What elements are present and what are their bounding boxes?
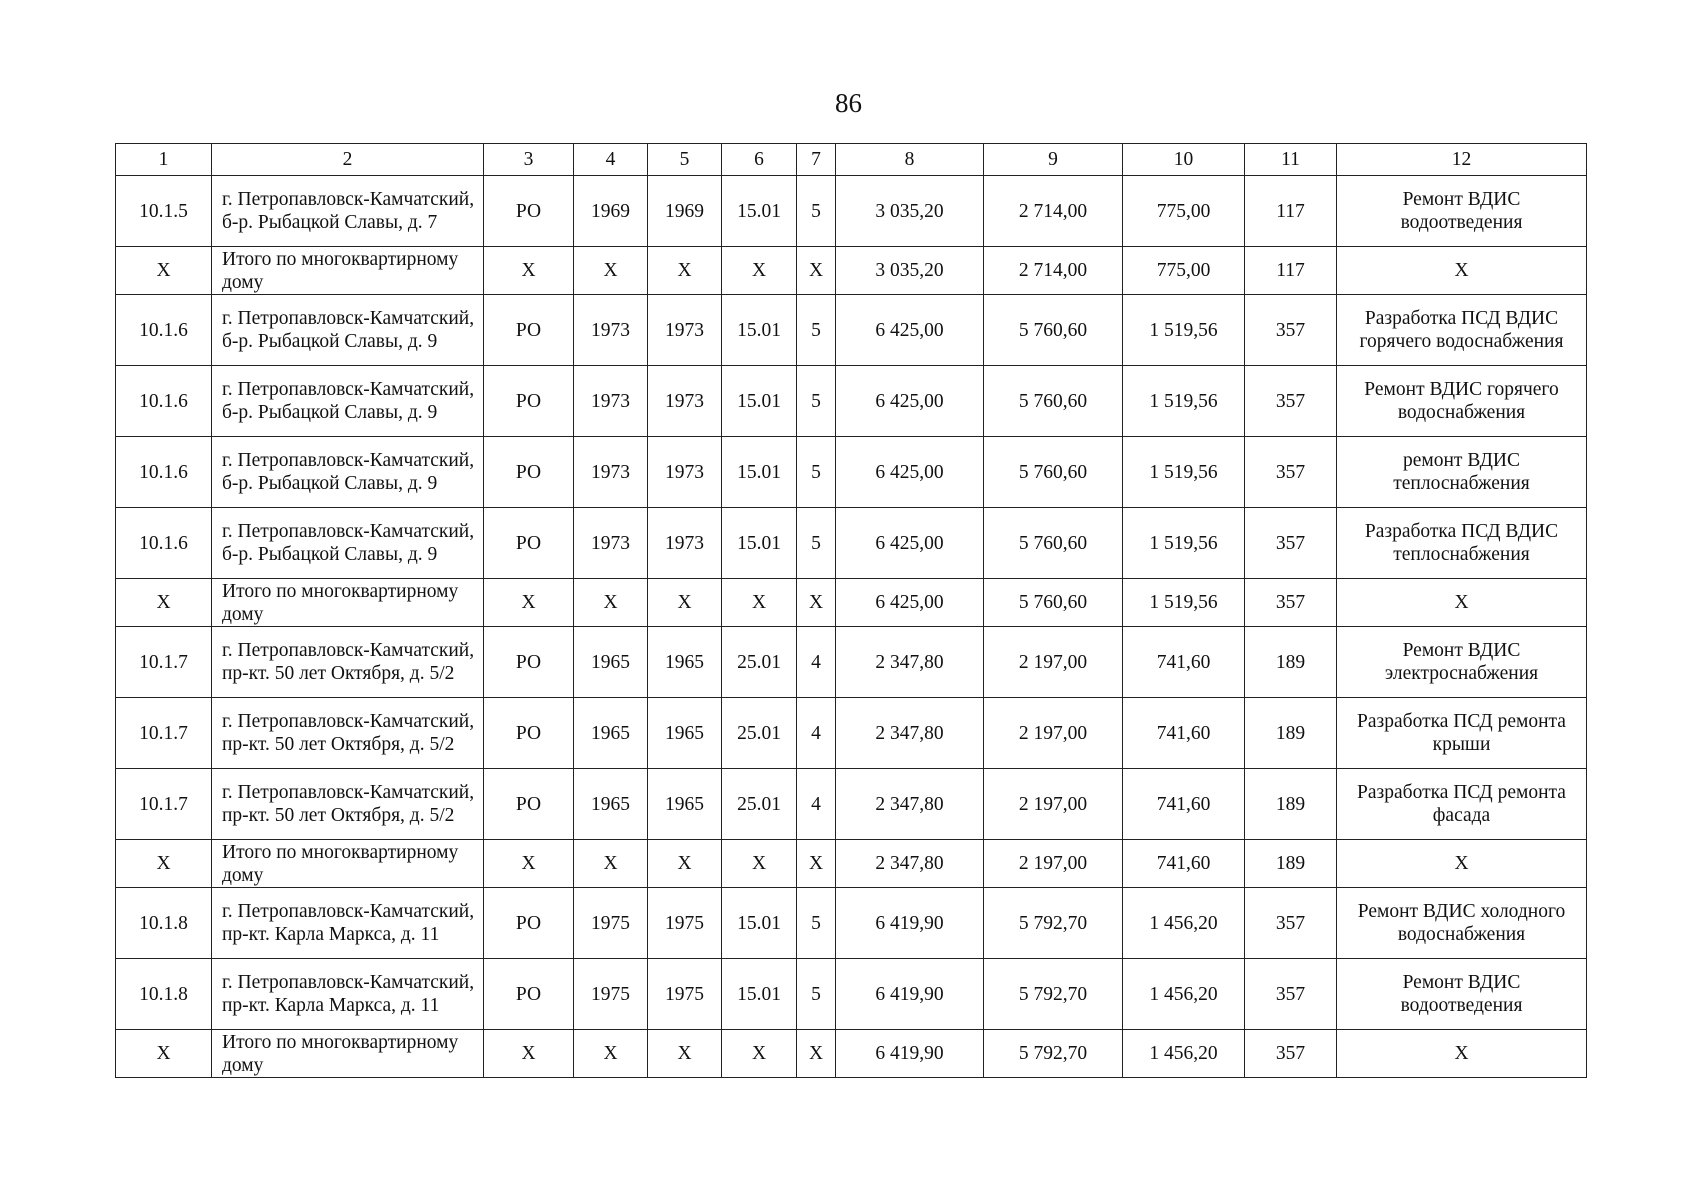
col-nonliving-area-cell: 1 519,56: [1123, 437, 1245, 508]
col-residents-cell: 117: [1245, 176, 1337, 247]
col-work-type-cell: Разработка ПСД ВДИС теплоснабжения: [1337, 508, 1587, 579]
col-nonliving-area-cell: 741,60: [1123, 840, 1245, 888]
col-number-cell: 10.1.6: [116, 366, 212, 437]
col-nonliving-area-cell: 1 519,56: [1123, 508, 1245, 579]
col-number-cell: X: [116, 579, 212, 627]
col-residents-cell: 357: [1245, 579, 1337, 627]
col-year-commission-cell: 1973: [648, 508, 722, 579]
col-address-cell: г. Петропавловск-Камчатский, пр-кт. 50 лет Октября, д. 5/2: [212, 769, 484, 840]
col-nonliving-area-cell: 775,00: [1123, 247, 1245, 295]
col-residents-cell: 357: [1245, 1030, 1337, 1078]
table-row: [116, 840, 1587, 888]
page-number: 86: [835, 88, 862, 118]
col-floors-cell: X: [797, 840, 836, 888]
col-year-built-cell: 1975: [574, 888, 648, 959]
col-year-commission-cell: 1973: [648, 295, 722, 366]
col-address-cell: г. Петропавловск-Камчатский, б-р. Рыбацкой Славы, д. 9: [212, 366, 484, 437]
col-floors-cell: X: [797, 579, 836, 627]
col-type-cell: 3: [484, 144, 574, 176]
col-year-commission-cell: 1965: [648, 698, 722, 769]
col-address-cell: Итого по многоквартирному дому: [212, 840, 484, 888]
col-floors-cell: X: [797, 247, 836, 295]
col-number-cell: X: [116, 1030, 212, 1078]
col-address-cell: Итого по многоквартирному дому: [212, 247, 484, 295]
col-year-built-cell: 1969: [574, 176, 648, 247]
col-floors-cell: 5: [797, 176, 836, 247]
col-total-area-cell: 6 425,00: [836, 508, 984, 579]
col-residents-cell: 357: [1245, 959, 1337, 1030]
col-floors-cell: 4: [797, 627, 836, 698]
col-floors-cell: 5: [797, 366, 836, 437]
col-work-type-cell: 12: [1337, 144, 1587, 176]
col-date-cell: 6: [722, 144, 797, 176]
col-nonliving-area-cell: 741,60: [1123, 627, 1245, 698]
col-type-cell: РО: [484, 176, 574, 247]
col-total-area-cell: 2 347,80: [836, 840, 984, 888]
col-date-cell: 15.01: [722, 176, 797, 247]
col-work-type-cell: Разработка ПСД ремонта крыши: [1337, 698, 1587, 769]
col-year-built-cell: 1965: [574, 698, 648, 769]
houses-table: [115, 143, 1587, 1078]
col-total-area-cell: 6 419,90: [836, 959, 984, 1030]
col-type-cell: РО: [484, 888, 574, 959]
col-year-built-cell: 1965: [574, 769, 648, 840]
col-number-cell: 10.1.8: [116, 959, 212, 1030]
col-number-cell: X: [116, 840, 212, 888]
table-row: [116, 769, 1587, 840]
col-living-area-cell: 2 197,00: [984, 769, 1123, 840]
col-living-area-cell: 5 792,70: [984, 888, 1123, 959]
col-date-cell: 15.01: [722, 366, 797, 437]
col-type-cell: X: [484, 247, 574, 295]
col-nonliving-area-cell: 1 456,20: [1123, 888, 1245, 959]
table-row: [116, 959, 1587, 1030]
col-work-type-cell: Разработка ПСД ремонта фасада: [1337, 769, 1587, 840]
col-residents-cell: 357: [1245, 437, 1337, 508]
col-year-commission-cell: X: [648, 1030, 722, 1078]
col-year-commission-cell: 1975: [648, 959, 722, 1030]
table-row: [116, 295, 1587, 366]
table-row: [116, 627, 1587, 698]
col-date-cell: 15.01: [722, 295, 797, 366]
col-type-cell: РО: [484, 366, 574, 437]
col-number-cell: 10.1.7: [116, 627, 212, 698]
col-floors-cell: X: [797, 1030, 836, 1078]
table-row: [116, 366, 1587, 437]
col-year-commission-cell: 5: [648, 144, 722, 176]
col-work-type-cell: Разработка ПСД ВДИС горячего водоснабжения: [1337, 295, 1587, 366]
col-total-area-cell: 6 419,90: [836, 1030, 984, 1078]
col-living-area-cell: 9: [984, 144, 1123, 176]
col-date-cell: X: [722, 247, 797, 295]
table-row: [116, 698, 1587, 769]
col-nonliving-area-cell: 1 519,56: [1123, 295, 1245, 366]
col-nonliving-area-cell: 741,60: [1123, 769, 1245, 840]
col-date-cell: 15.01: [722, 959, 797, 1030]
col-living-area-cell: 5 792,70: [984, 959, 1123, 1030]
col-address-cell: г. Петропавловск-Камчатский, б-р. Рыбацкой Славы, д. 9: [212, 508, 484, 579]
col-nonliving-area-cell: 741,60: [1123, 698, 1245, 769]
col-address-cell: г. Петропавловск-Камчатский, пр-кт. 50 лет Октября, д. 5/2: [212, 698, 484, 769]
col-total-area-cell: 3 035,20: [836, 247, 984, 295]
col-type-cell: X: [484, 579, 574, 627]
col-date-cell: 15.01: [722, 508, 797, 579]
col-floors-cell: 5: [797, 437, 836, 508]
col-living-area-cell: 5 760,60: [984, 508, 1123, 579]
table-row: [116, 176, 1587, 247]
col-residents-cell: 189: [1245, 627, 1337, 698]
col-nonliving-area-cell: 1 519,56: [1123, 579, 1245, 627]
col-year-built-cell: 1975: [574, 959, 648, 1030]
col-total-area-cell: 6 425,00: [836, 366, 984, 437]
table-row: [116, 247, 1587, 295]
col-address-cell: г. Петропавловск-Камчатский, б-р. Рыбацкой Славы, д. 7: [212, 176, 484, 247]
col-floors-cell: 5: [797, 508, 836, 579]
col-nonliving-area-cell: 1 456,20: [1123, 959, 1245, 1030]
col-type-cell: РО: [484, 508, 574, 579]
col-type-cell: РО: [484, 627, 574, 698]
table-row: [116, 579, 1587, 627]
col-living-area-cell: 5 760,60: [984, 437, 1123, 508]
col-year-built-cell: 4: [574, 144, 648, 176]
col-address-cell: г. Петропавловск-Камчатский, б-р. Рыбацкой Славы, д. 9: [212, 437, 484, 508]
col-residents-cell: 189: [1245, 769, 1337, 840]
col-year-built-cell: X: [574, 1030, 648, 1078]
col-floors-cell: 4: [797, 769, 836, 840]
col-type-cell: РО: [484, 959, 574, 1030]
col-total-area-cell: 2 347,80: [836, 769, 984, 840]
col-floors-cell: 5: [797, 888, 836, 959]
col-living-area-cell: 5 760,60: [984, 366, 1123, 437]
col-year-built-cell: X: [574, 247, 648, 295]
col-residents-cell: 357: [1245, 508, 1337, 579]
col-number-cell: 10.1.7: [116, 769, 212, 840]
col-address-cell: 2: [212, 144, 484, 176]
col-address-cell: Итого по многоквартирному дому: [212, 1030, 484, 1078]
table-row: [116, 437, 1587, 508]
col-residents-cell: 189: [1245, 698, 1337, 769]
col-date-cell: X: [722, 579, 797, 627]
col-total-area-cell: 3 035,20: [836, 176, 984, 247]
col-date-cell: X: [722, 840, 797, 888]
col-number-cell: 10.1.6: [116, 295, 212, 366]
col-living-area-cell: 2 714,00: [984, 176, 1123, 247]
col-year-commission-cell: X: [648, 579, 722, 627]
col-year-built-cell: X: [574, 579, 648, 627]
col-work-type-cell: Ремонт ВДИС водоотведения: [1337, 959, 1587, 1030]
col-total-area-cell: 2 347,80: [836, 627, 984, 698]
col-date-cell: 25.01: [722, 698, 797, 769]
col-work-type-cell: Ремонт ВДИС горячего водоснабжения: [1337, 366, 1587, 437]
col-year-commission-cell: X: [648, 247, 722, 295]
col-residents-cell: 189: [1245, 840, 1337, 888]
col-number-cell: 1: [116, 144, 212, 176]
col-year-built-cell: 1973: [574, 508, 648, 579]
col-floors-cell: 5: [797, 959, 836, 1030]
table-row: [116, 508, 1587, 579]
col-floors-cell: 5: [797, 295, 836, 366]
col-work-type-cell: Ремонт ВДИС холодного водоснабжения: [1337, 888, 1587, 959]
col-floors-cell: 7: [797, 144, 836, 176]
col-type-cell: X: [484, 840, 574, 888]
col-date-cell: 15.01: [722, 888, 797, 959]
col-residents-cell: 11: [1245, 144, 1337, 176]
col-address-cell: г. Петропавловск-Камчатский, пр-кт. 50 лет Октября, д. 5/2: [212, 627, 484, 698]
col-number-cell: 10.1.6: [116, 437, 212, 508]
col-residents-cell: 357: [1245, 888, 1337, 959]
col-year-commission-cell: 1975: [648, 888, 722, 959]
col-work-type-cell: X: [1337, 1030, 1587, 1078]
col-nonliving-area-cell: 1 519,56: [1123, 366, 1245, 437]
col-year-commission-cell: 1965: [648, 769, 722, 840]
col-work-type-cell: ремонт ВДИС теплоснабжения: [1337, 437, 1587, 508]
table-row: [116, 1030, 1587, 1078]
col-address-cell: г. Петропавловск-Камчатский, б-р. Рыбацкой Славы, д. 9: [212, 295, 484, 366]
col-work-type-cell: Ремонт ВДИС электроснабжения: [1337, 627, 1587, 698]
col-type-cell: РО: [484, 769, 574, 840]
col-living-area-cell: 2 197,00: [984, 840, 1123, 888]
table-header-row: [116, 144, 1587, 176]
col-type-cell: РО: [484, 698, 574, 769]
col-date-cell: 15.01: [722, 437, 797, 508]
col-residents-cell: 357: [1245, 295, 1337, 366]
col-living-area-cell: 2 714,00: [984, 247, 1123, 295]
col-total-area-cell: 6 425,00: [836, 437, 984, 508]
col-work-type-cell: Ремонт ВДИС водоотведения: [1337, 176, 1587, 247]
col-date-cell: 25.01: [722, 627, 797, 698]
col-year-built-cell: X: [574, 840, 648, 888]
col-number-cell: X: [116, 247, 212, 295]
col-work-type-cell: X: [1337, 579, 1587, 627]
col-address-cell: Итого по многоквартирному дому: [212, 579, 484, 627]
col-type-cell: X: [484, 1030, 574, 1078]
col-total-area-cell: 6 425,00: [836, 579, 984, 627]
col-work-type-cell: X: [1337, 247, 1587, 295]
col-living-area-cell: 5 792,70: [984, 1030, 1123, 1078]
col-living-area-cell: 5 760,60: [984, 579, 1123, 627]
col-number-cell: 10.1.7: [116, 698, 212, 769]
table-row: [116, 888, 1587, 959]
col-residents-cell: 357: [1245, 366, 1337, 437]
col-year-built-cell: 1973: [574, 366, 648, 437]
col-year-built-cell: 1965: [574, 627, 648, 698]
col-year-built-cell: 1973: [574, 437, 648, 508]
col-year-commission-cell: X: [648, 840, 722, 888]
col-type-cell: РО: [484, 437, 574, 508]
col-year-commission-cell: 1965: [648, 627, 722, 698]
col-year-commission-cell: 1973: [648, 366, 722, 437]
col-living-area-cell: 2 197,00: [984, 627, 1123, 698]
col-type-cell: РО: [484, 295, 574, 366]
col-number-cell: 10.1.8: [116, 888, 212, 959]
col-year-commission-cell: 1969: [648, 176, 722, 247]
col-number-cell: 10.1.6: [116, 508, 212, 579]
col-residents-cell: 117: [1245, 247, 1337, 295]
col-nonliving-area-cell: 1 456,20: [1123, 1030, 1245, 1078]
col-work-type-cell: X: [1337, 840, 1587, 888]
col-number-cell: 10.1.5: [116, 176, 212, 247]
col-total-area-cell: 8: [836, 144, 984, 176]
col-living-area-cell: 5 760,60: [984, 295, 1123, 366]
col-nonliving-area-cell: 10: [1123, 144, 1245, 176]
col-date-cell: 25.01: [722, 769, 797, 840]
col-date-cell: X: [722, 1030, 797, 1078]
col-total-area-cell: 6 425,00: [836, 295, 984, 366]
col-address-cell: г. Петропавловск-Камчатский, пр-кт. Карла Маркса, д. 11: [212, 888, 484, 959]
col-total-area-cell: 2 347,80: [836, 698, 984, 769]
col-floors-cell: 4: [797, 698, 836, 769]
col-address-cell: г. Петропавловск-Камчатский, пр-кт. Карла Маркса, д. 11: [212, 959, 484, 1030]
col-living-area-cell: 2 197,00: [984, 698, 1123, 769]
col-total-area-cell: 6 419,90: [836, 888, 984, 959]
col-year-commission-cell: 1973: [648, 437, 722, 508]
col-year-built-cell: 1973: [574, 295, 648, 366]
col-nonliving-area-cell: 775,00: [1123, 176, 1245, 247]
